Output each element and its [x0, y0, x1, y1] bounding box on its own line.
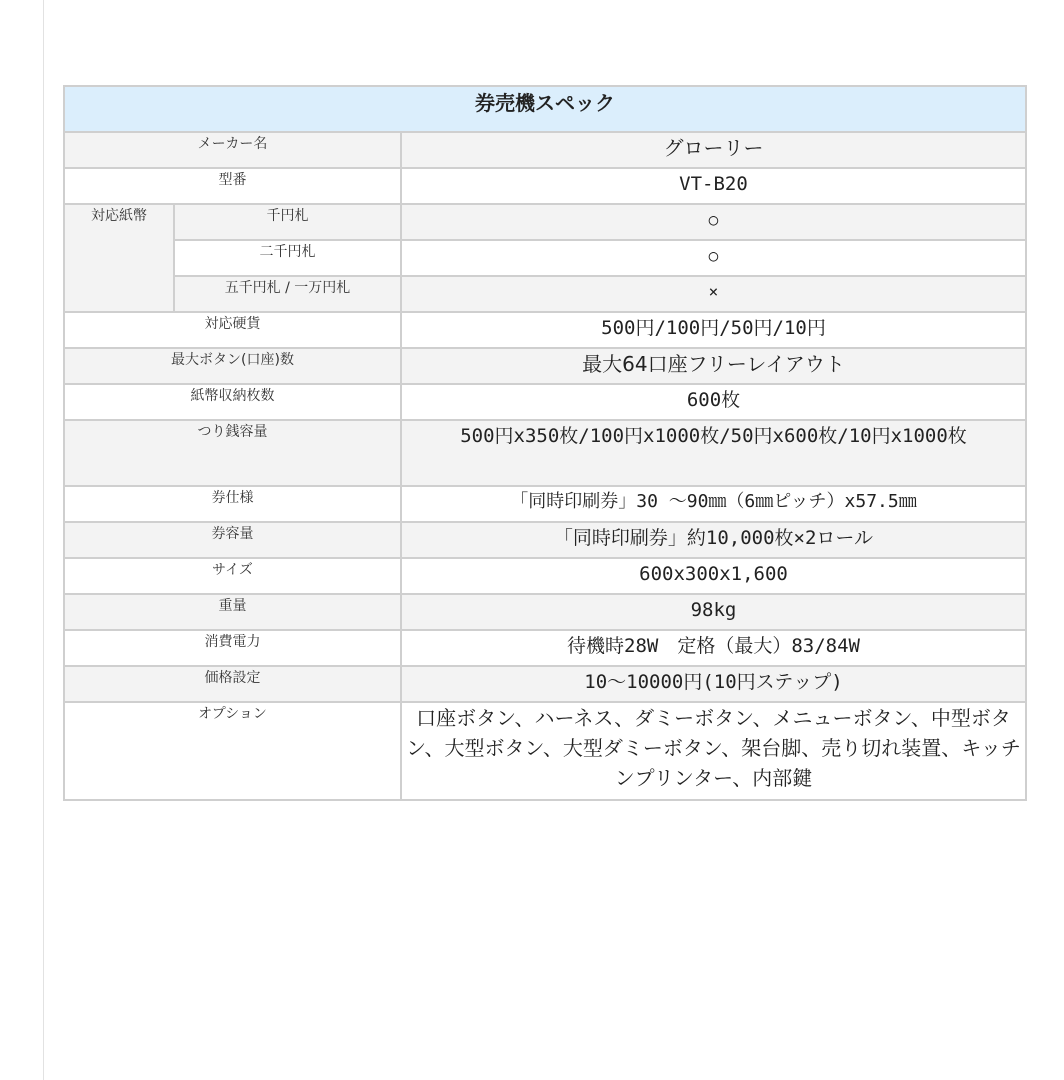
- row-label-note-2000: 二千円札: [174, 240, 401, 276]
- row-label-maker: メーカー名: [64, 132, 401, 168]
- table-row: [64, 168, 1026, 204]
- row-label-ticket-capacity: 券容量: [64, 522, 401, 558]
- table-row: [64, 666, 1026, 702]
- row-label-change-capacity: つり銭容量: [64, 420, 401, 486]
- row-value-maker: グローリー: [401, 132, 1026, 168]
- row-label-ticket-spec: 券仕様: [64, 486, 401, 522]
- row-label-options: オプション: [64, 702, 401, 800]
- table-row: [64, 348, 1026, 384]
- row-label-size: サイズ: [64, 558, 401, 594]
- table-row: [64, 420, 1026, 486]
- page-container-border: [43, 0, 44, 1080]
- table-row: [64, 558, 1026, 594]
- row-value-ticket-spec: 「同時印刷券」30 〜90㎜（6㎜ピッチ）x57.5㎜: [401, 486, 1026, 522]
- row-value-note-5000-10000: ×: [401, 276, 1026, 312]
- row-value-change-capacity: 500円x350枚/100円x1000枚/50円x600枚/10円x1000枚: [401, 420, 1026, 486]
- row-value-ticket-capacity: 「同時印刷券」約10,000枚×2ロール: [401, 522, 1026, 558]
- table-row: [64, 276, 1026, 312]
- row-label-model: 型番: [64, 168, 401, 204]
- table-row: [64, 702, 1026, 800]
- table-row: [64, 522, 1026, 558]
- row-value-note-2000: ○: [401, 240, 1026, 276]
- table-row: [64, 630, 1026, 666]
- table-row: [64, 312, 1026, 348]
- row-value-note-capacity: 600枚: [401, 384, 1026, 420]
- row-label-weight: 重量: [64, 594, 401, 630]
- row-group-label-notes: 対応紙幣: [64, 204, 174, 312]
- table-row: [64, 240, 1026, 276]
- table-title: 券売機スペック: [64, 86, 1026, 132]
- row-label-price-setting: 価格設定: [64, 666, 401, 702]
- row-value-price-setting: 10〜10000円(10円ステップ): [401, 666, 1026, 702]
- row-label-max-buttons: 最大ボタン(口座)数: [64, 348, 401, 384]
- table-header-row: [64, 86, 1026, 132]
- row-value-weight: 98kg: [401, 594, 1026, 630]
- row-value-options: 口座ボタン、ハーネス、ダミーボタン、メニューボタン、中型ボタン、大型ボタン、大型ダミーボタン、架台脚、売り切れ装置、キッチンプリンター、内部鍵: [401, 702, 1026, 800]
- row-label-note-1000: 千円札: [174, 204, 401, 240]
- table-row: [64, 384, 1026, 420]
- row-label-power: 消費電力: [64, 630, 401, 666]
- row-label-note-5000-10000: 五千円札 / 一万円札: [174, 276, 401, 312]
- table-row: [64, 594, 1026, 630]
- row-label-note-capacity: 紙幣収納枚数: [64, 384, 401, 420]
- row-value-size: 600x300x1,600: [401, 558, 1026, 594]
- row-value-max-buttons: 最大64口座フリーレイアウト: [401, 348, 1026, 384]
- row-value-model: VT-B20: [401, 168, 1026, 204]
- row-value-coins: 500円/100円/50円/10円: [401, 312, 1026, 348]
- table-row: [64, 204, 1026, 240]
- table-row: [64, 132, 1026, 168]
- table-row: [64, 486, 1026, 522]
- row-value-note-1000: ○: [401, 204, 1026, 240]
- row-value-power: 待機時28W 定格（最大）83/84W: [401, 630, 1026, 666]
- row-label-coins: 対応硬貨: [64, 312, 401, 348]
- spec-table: [63, 85, 1027, 801]
